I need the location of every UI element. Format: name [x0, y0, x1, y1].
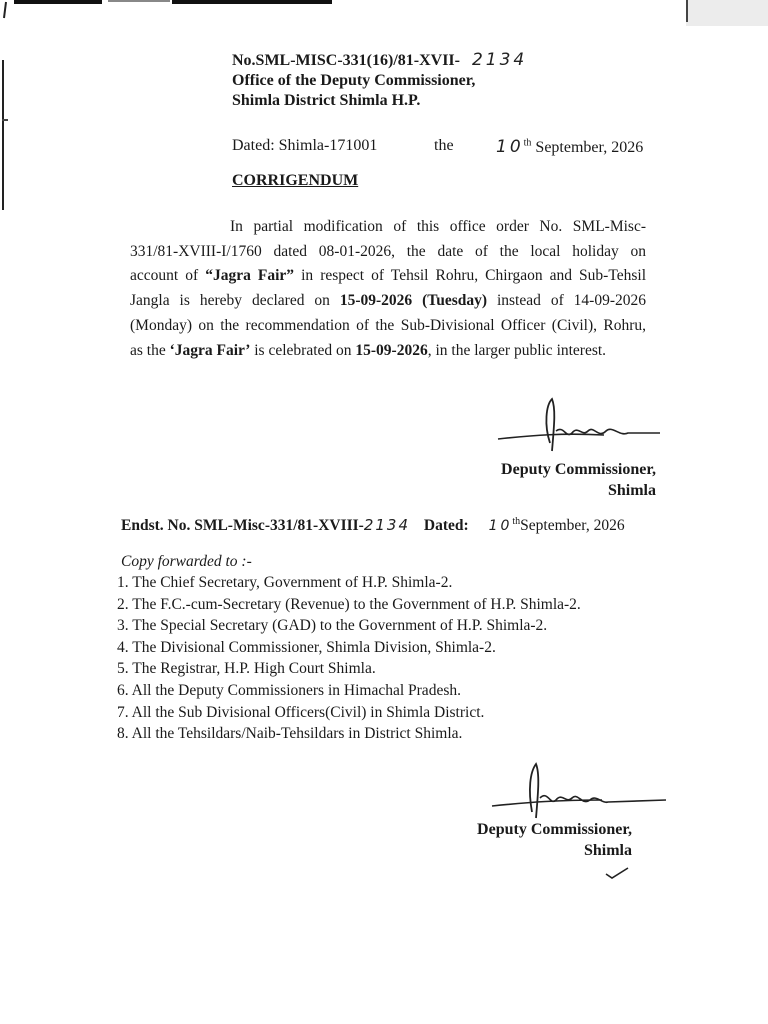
copy-forwarded-title: Copy forwarded to :- — [121, 553, 252, 570]
district-line: Shimla District Shimla H.P. — [232, 92, 421, 109]
handwritten-endorsement-number: 2134 — [363, 516, 411, 535]
body-paragraph — [130, 215, 646, 363]
list-item: 7. All the Sub Divisional Officers(Civil) in Shimla District. — [117, 703, 485, 721]
copy-forwarded-list — [117, 572, 581, 745]
dated-place: Dated: Shimla-171001 — [232, 137, 378, 154]
signature-1 — [494, 395, 664, 457]
signatory-place: Shimla — [607, 482, 656, 499]
dated-the: the — [434, 137, 454, 154]
tick-mark — [604, 864, 630, 880]
letter-header — [232, 50, 527, 111]
body-line: as the ‘Jagra Fair’ is celebrated on 15-09-2026, in the larger public interest. — [130, 341, 607, 359]
handwritten-reference: 2134 — [471, 50, 528, 70]
dated-date: 10th September, 2026 — [496, 137, 644, 157]
endorsement-number: Endst. No. SML-Misc-331/81-XVIII- — [121, 517, 364, 535]
list-item: 2. The F.C.-cum-Secretary (Revenue) to the Government of H.P. Shimla-2. — [117, 595, 581, 613]
body-line: In partial modification of this office order No. SML-Misc- — [230, 218, 646, 235]
list-item: 3. The Special Secretary (GAD) to the Government of H.P. Shimla-2. — [117, 617, 548, 635]
list-item: 6. All the Deputy Commissioners in Himachal Pradesh. — [117, 681, 461, 699]
scan-edge-top — [0, 0, 768, 10]
body-line: account of “Jagra Fair” in respect of Tehsil Rohru, Chirgaon and Sub-Tehsil — [130, 267, 647, 285]
signature-block-2 — [440, 819, 632, 861]
body-line: 331/81-XVIII-I/1760 dated 08-01-2026, the date of the local holiday on — [130, 242, 646, 260]
handwritten-endorsement-day: 10 — [488, 518, 513, 535]
endorsement-line: Endst. No. SML-Misc-331/81-XVIII-2134 Dated: 10thSeptember, 2026 — [121, 516, 625, 535]
endorsement-dated-label: Dated: — [423, 517, 469, 535]
signature-block-1 — [470, 459, 656, 501]
list-item: 8. All the Tehsildars/Naib-Tehsildars in District Shimla. — [117, 725, 463, 743]
list-item: 1. The Chief Secretary, Government of H.P. Shimla-2. — [117, 574, 453, 591]
scan-edge-left — [0, 0, 14, 220]
document-title: CORRIGENDUM — [232, 172, 359, 189]
body-line: (Monday) on the recommendation of the Sub-Divisional Officer (Civil), Rohru, — [130, 316, 646, 334]
list-item: 5. The Registrar, H.P. High Court Shimla. — [117, 660, 376, 678]
signatory-designation: Deputy Commissioner, — [501, 461, 656, 478]
signatory-place: Shimla — [583, 842, 632, 859]
signatory-designation: Deputy Commissioner, — [477, 821, 632, 838]
signature-2 — [490, 760, 670, 824]
reference-number: No.SML-MISC-331(16)/81-XVII- — [232, 52, 460, 69]
body-line: Jangla is hereby declared on 15-09-2026 (Tuesday) instead of 14-09-2026 — [130, 292, 647, 310]
office-name: Office of the Deputy Commissioner, — [232, 72, 476, 89]
handwritten-day: 10 — [496, 137, 524, 157]
scan-edge-right — [686, 0, 768, 26]
list-item: 4. The Divisional Commissioner, Shimla Division, Shimla-2. — [117, 638, 496, 656]
